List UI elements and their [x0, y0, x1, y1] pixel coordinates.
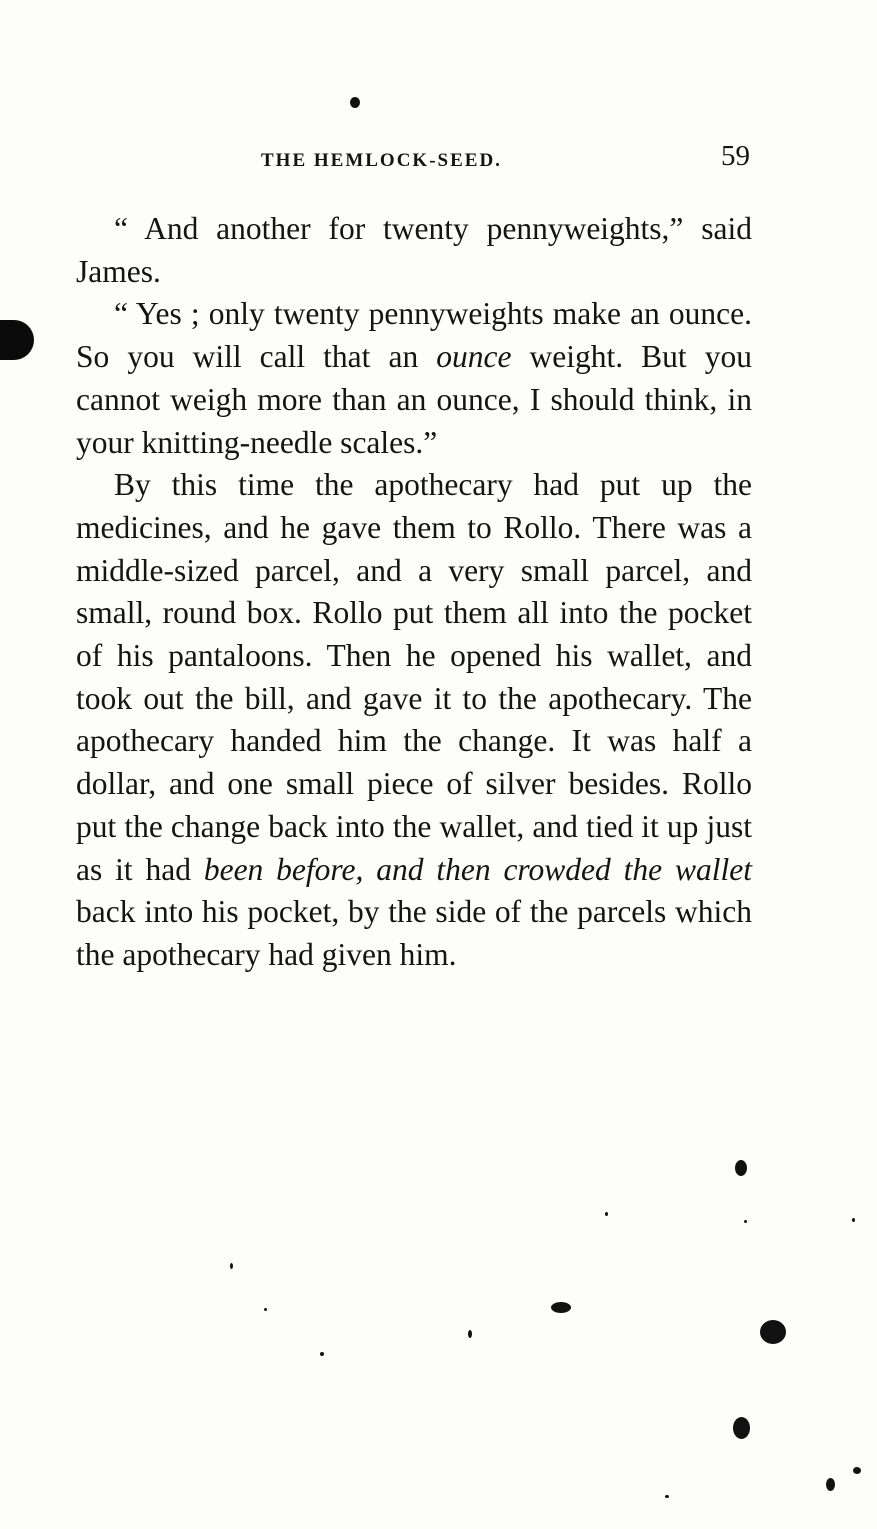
- ink-speck: [744, 1220, 747, 1223]
- ink-speck: [826, 1478, 835, 1491]
- ink-speck: [350, 97, 360, 108]
- emphasis-text: been before, and then crowded the wallet: [203, 851, 752, 887]
- paragraph-text: “ And another for twenty pennyweights,” said James.: [76, 211, 752, 289]
- paragraph-text: By this time the apothecary had put up the medicines, and he gave them to Rollo. There was a middle-sized parcel, and a very small parcel, and small, round box. Rollo put them all into the pocket of his pantaloons. Then he opened his wallet, and took out the bill, and gave it to the apothecary. The apothecary handed him the change. It was half a dollar, and one small piece of silver besides. Rollo put the change back into the wallet, and tied it up just as it had: [76, 467, 752, 887]
- ink-speck: [468, 1330, 472, 1338]
- page-header: [76, 140, 752, 180]
- ink-speck: [551, 1302, 571, 1313]
- paragraph-text: back into his pocket, by the side of the parcels which the apothecary had given him.: [76, 894, 752, 972]
- thumb-tab-mark: [0, 320, 34, 360]
- body-text: [76, 208, 752, 977]
- paragraph: [76, 208, 752, 293]
- ink-speck: [605, 1212, 608, 1216]
- ink-speck: [853, 1467, 861, 1474]
- paragraph: [76, 464, 752, 976]
- page-number: 59: [721, 140, 750, 172]
- ink-speck: [735, 1160, 747, 1176]
- paragraph-text: weight. But you cannot weigh more than an ounce, I should think, in your knitting-needle scales.”: [76, 339, 752, 460]
- ink-speck: [760, 1320, 786, 1344]
- ink-speck: [230, 1263, 233, 1269]
- ink-speck: [733, 1417, 750, 1439]
- ink-speck: [264, 1308, 267, 1311]
- paragraph-text: “ Yes ; only twenty pennyweights make an ounce. So you will call that an: [76, 296, 752, 375]
- running-title: THE HEMLOCK-SEED.: [261, 150, 502, 171]
- paragraph: [76, 293, 752, 464]
- ink-speck: [320, 1352, 324, 1356]
- emphasis-text: ounce: [436, 339, 512, 375]
- ink-speck: [852, 1218, 855, 1222]
- ink-speck: [665, 1495, 669, 1498]
